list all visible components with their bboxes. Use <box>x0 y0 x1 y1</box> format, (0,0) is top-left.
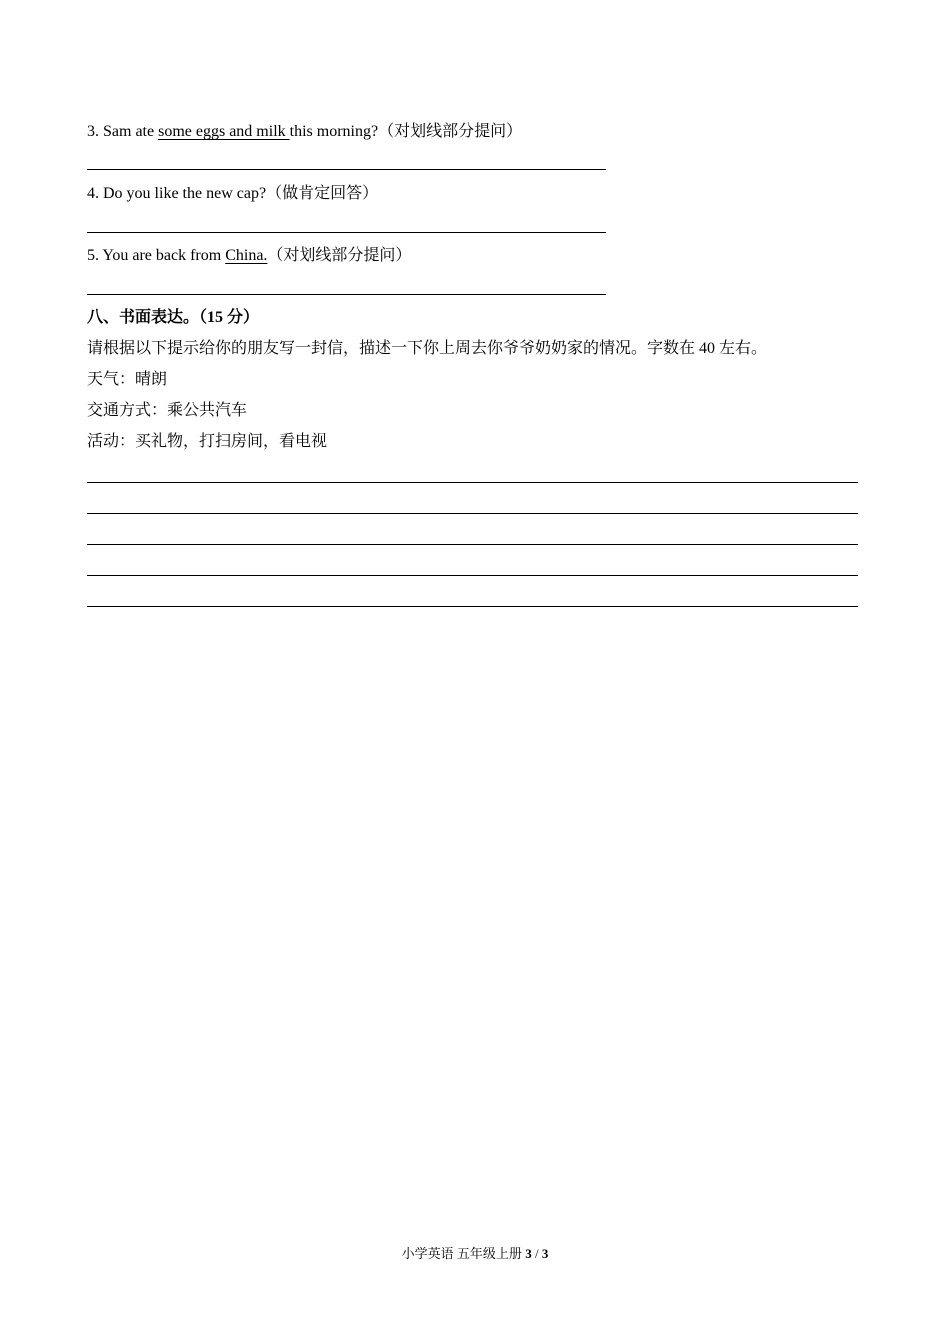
page-footer <box>0 1246 950 1262</box>
answer-line <box>87 232 606 233</box>
question-text: Do you like the new cap? <box>103 185 267 202</box>
page-total: 3 <box>541 1246 549 1261</box>
footer-subject: 小学英语 五年级上册 <box>401 1246 522 1261</box>
question-instruction: （对划线部分提问） <box>378 123 523 140</box>
writing-prompt: 请根据以下提示给你的朋友写一封信，描述一下你上周去你爷爷奶奶家的情况。字数在 40 左右。 <box>87 340 768 357</box>
writing-line <box>87 544 858 545</box>
question-text: Sam ate <box>103 123 159 140</box>
hint-transport: 交通方式：乘公共汽车 <box>87 402 248 419</box>
page-separator: / <box>531 1246 542 1261</box>
writing-line <box>87 513 858 514</box>
question-3 <box>87 122 522 142</box>
underlined-phrase: some eggs and milk <box>158 123 290 140</box>
writing-line <box>87 606 858 607</box>
writing-line <box>87 575 858 576</box>
hint-weather: 天气：晴朗 <box>87 371 168 388</box>
question-instruction: （做肯定回答） <box>266 185 379 202</box>
question-instruction: （对划线部分提问） <box>267 247 412 264</box>
question-number: 3. <box>87 123 99 140</box>
underlined-phrase: China. <box>225 247 268 264</box>
question-text: You are back from <box>102 247 226 264</box>
section-score: （15 分） <box>199 309 260 326</box>
writing-line <box>87 482 858 483</box>
question-5 <box>87 246 411 266</box>
section-heading: 八、书面表达。 <box>87 309 200 326</box>
section-title <box>87 308 259 328</box>
page-number: 3 <box>525 1246 532 1261</box>
hint-activities: 活动：买礼物，打扫房间，看电视 <box>87 433 328 450</box>
question-number: 5. <box>87 247 99 264</box>
question-text: this morning? <box>289 123 379 140</box>
question-4 <box>87 184 378 204</box>
answer-line <box>87 169 606 170</box>
question-number: 4. <box>87 185 99 202</box>
answer-line <box>87 294 606 295</box>
